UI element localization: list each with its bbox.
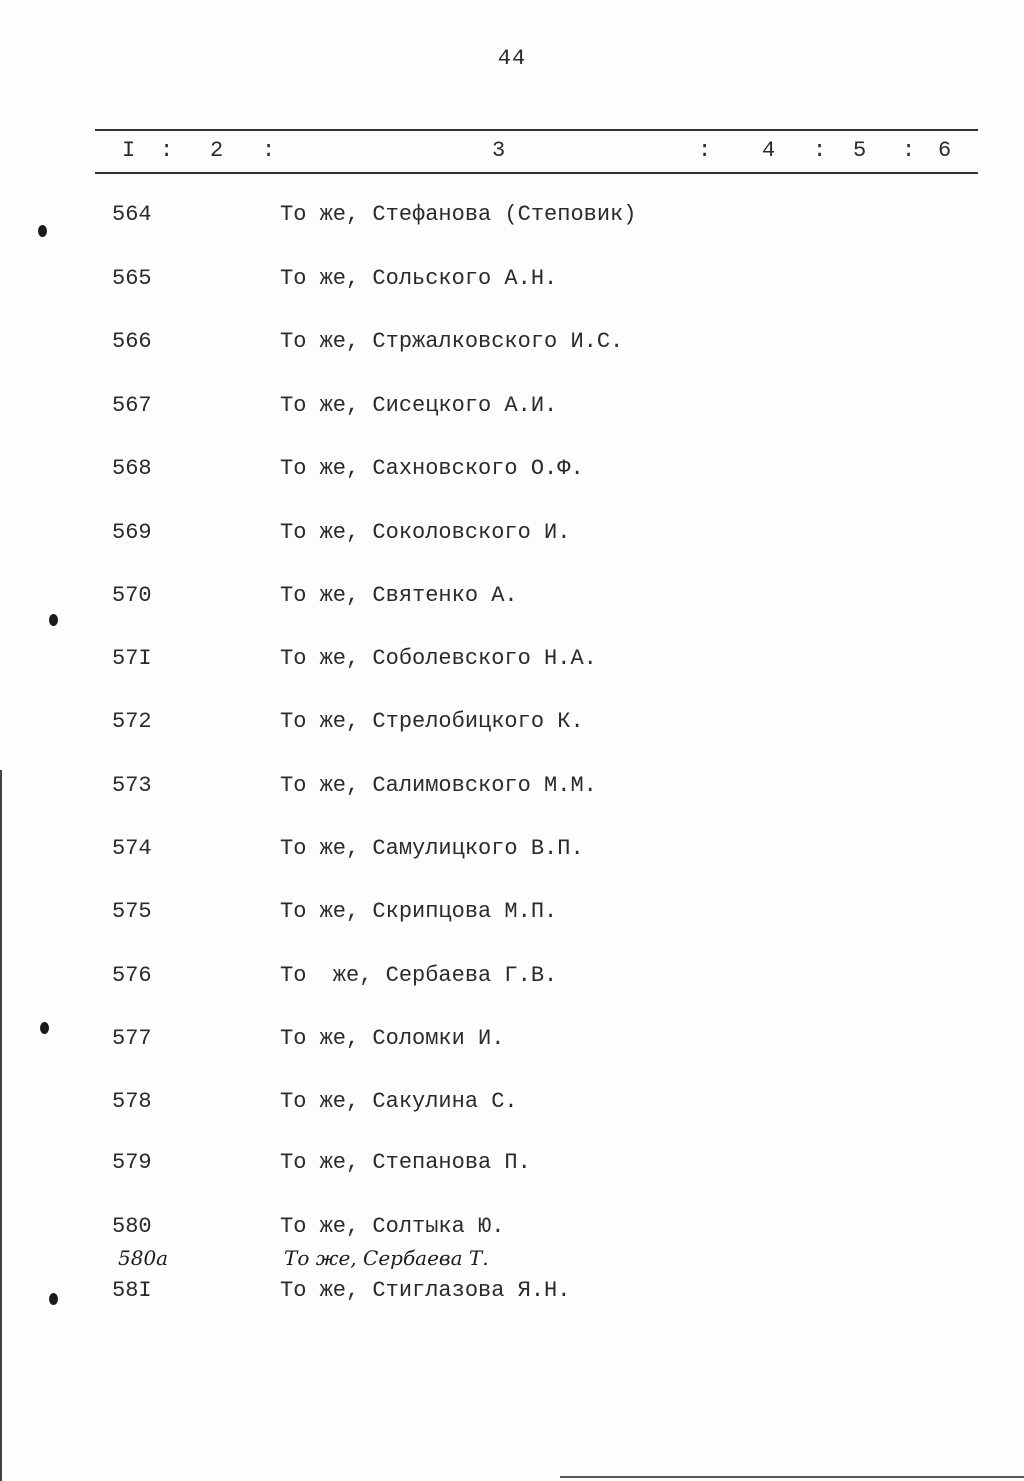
item-number: 580а: [118, 1246, 169, 1270]
item-number: 577: [112, 1026, 152, 1051]
item-number: 578: [112, 1089, 152, 1114]
header-separator: :: [160, 138, 174, 163]
table-row: [0, 1150, 1024, 1180]
table-row: [0, 202, 1024, 232]
item-description: То же, Скрипцова М.П.: [280, 899, 558, 924]
item-description: То же, Самулицкого В.П.: [280, 836, 584, 861]
item-number: 565: [112, 266, 152, 291]
item-number: 575: [112, 899, 152, 924]
table-row: [0, 1278, 1024, 1308]
scan-edge-left: [0, 770, 2, 1481]
table-header-bottom-rule: [95, 172, 978, 174]
table-row: [0, 583, 1024, 613]
header-separator: :: [902, 138, 916, 163]
item-description: То же, Сакулина С.: [280, 1089, 518, 1114]
item-description: То же, Стиглазова Я.Н.: [280, 1278, 571, 1303]
item-number: 576: [112, 963, 152, 988]
item-description: То же, Стрелобицкого К.: [280, 709, 584, 734]
punch-hole-mark: [49, 1293, 58, 1305]
item-description: То же, Соколовского И.: [280, 520, 571, 545]
scan-edge-bottom: [560, 1476, 1024, 1478]
item-number: 57I: [112, 646, 152, 671]
table-row: [0, 836, 1024, 866]
item-description: То же, Сербаева Г.В.: [280, 963, 558, 988]
item-number: 570: [112, 583, 152, 608]
header-col-5: 5: [853, 138, 867, 163]
table-row: [0, 899, 1024, 929]
item-description: То же, Сахновского О.Ф.: [280, 456, 584, 481]
item-description: То же, Сольского А.Н.: [280, 266, 558, 291]
table-row: [0, 456, 1024, 486]
header-col-2: 2: [210, 138, 224, 163]
table-row: [0, 393, 1024, 423]
item-number: 574: [112, 836, 152, 861]
header-separator: :: [813, 138, 827, 163]
item-description: То же, Салимовского М.М.: [280, 773, 597, 798]
item-number: 567: [112, 393, 152, 418]
punch-hole-mark: [49, 614, 58, 626]
item-number: 569: [112, 520, 152, 545]
handwritten-row: [0, 1246, 1024, 1276]
header-col-6: 6: [938, 138, 952, 163]
item-number: 580: [112, 1214, 152, 1239]
table-row: [0, 709, 1024, 739]
item-number: 58I: [112, 1278, 152, 1303]
header-col-1: I: [122, 138, 136, 163]
item-number: 573: [112, 773, 152, 798]
punch-hole-mark: [38, 225, 47, 237]
table-row: [0, 1089, 1024, 1119]
table-row: [0, 520, 1024, 550]
page-number: 44: [497, 46, 527, 71]
table-row: [0, 266, 1024, 296]
table-row: [0, 1026, 1024, 1056]
header-col-4: 4: [762, 138, 776, 163]
punch-hole-mark: [40, 1022, 49, 1034]
item-description: То же, Соломки И.: [280, 1026, 505, 1051]
item-description: То же, Сербаева Т.: [284, 1246, 489, 1270]
item-description: То же, Святенко А.: [280, 583, 518, 608]
item-description: То же, Стржалковского И.С.: [280, 329, 624, 354]
table-row: [0, 773, 1024, 803]
table-row: [0, 646, 1024, 676]
table-row: [0, 963, 1024, 993]
table-header-top-rule: [95, 129, 978, 131]
item-description: То же, Солтыка Ю.: [280, 1214, 505, 1239]
item-description: То же, Сисецкого А.И.: [280, 393, 558, 418]
header-separator: :: [262, 138, 276, 163]
item-number: 572: [112, 709, 152, 734]
item-description: То же, Соболевского Н.А.: [280, 646, 597, 671]
item-number: 579: [112, 1150, 152, 1175]
item-description: То же, Стефанова (Степовик): [280, 202, 637, 227]
item-number: 566: [112, 329, 152, 354]
table-row: [0, 329, 1024, 359]
header-col-3: 3: [492, 138, 506, 163]
header-separator: :: [698, 138, 712, 163]
item-number: 564: [112, 202, 152, 227]
item-description: То же, Степанова П.: [280, 1150, 531, 1175]
table-row: [0, 1214, 1024, 1244]
item-number: 568: [112, 456, 152, 481]
